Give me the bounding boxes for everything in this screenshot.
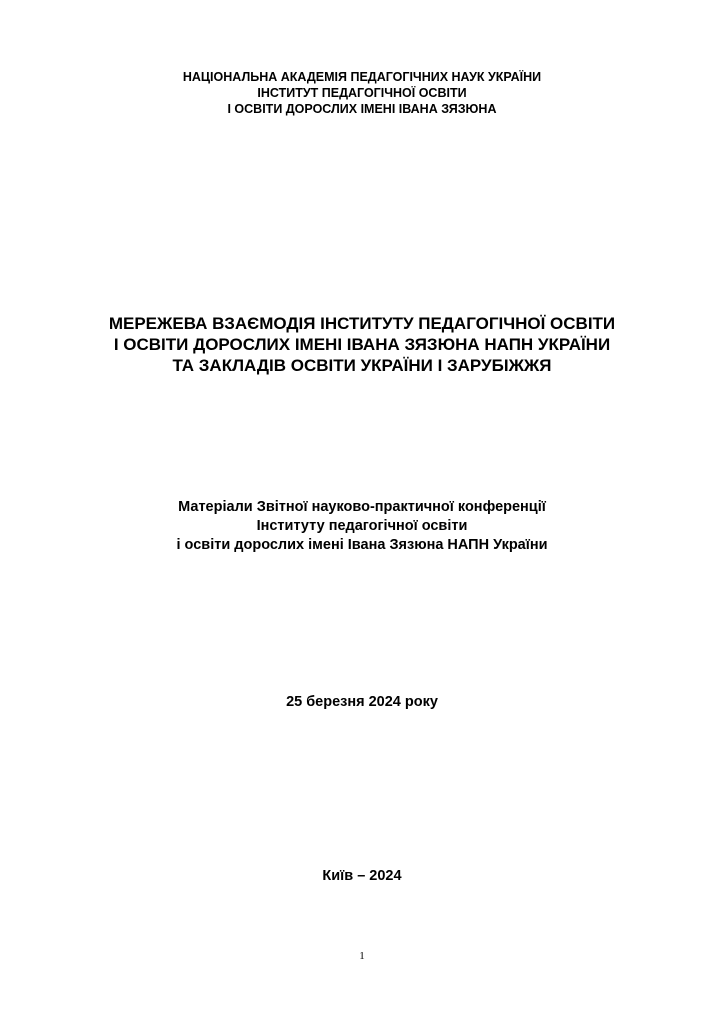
document-title-line: І ОСВІТИ ДОРОСЛИХ ІМЕНІ ІВАНА ЗЯЗЮНА НАПН УКРАЇНИ [113,335,611,354]
document-subtitle-line: Матеріали Звітної науково-практичної конференції [178,499,546,515]
institution-header-line: І ОСВІТИ ДОРОСЛИХ ІМЕНІ ІВАНА ЗЯЗЮНА [227,102,497,116]
document-subtitle-line: і освіти дорослих імені Івана Зязюна НАПН України [176,537,548,553]
document-title [0,313,724,376]
document-title-line: ТА ЗАКЛАДІВ ОСВІТИ УКРАЇНИ І ЗАРУБІЖЖЯ [172,356,552,375]
institution-header-line: НАЦІОНАЛЬНА АКАДЕМІЯ ПЕДАГОГІЧНИХ НАУК УКРАЇНИ [182,70,542,84]
page-number: 1 [359,950,365,962]
conference-date: 25 березня 2024 року [286,694,438,710]
institution-header-line: ІНСТИТУТ ПЕДАГОГІЧНОЇ ОСВІТИ [257,86,467,100]
document-title-line: МЕРЕЖЕВА ВЗАЄМОДІЯ ІНСТИТУТУ ПЕДАГОГІЧНОЇ ОСВІТИ [108,314,616,333]
publication-place-year: Київ – 2024 [322,868,402,884]
document-subtitle [0,498,724,555]
institution-header [0,69,724,117]
document-subtitle-line: Інституту педагогічної освіти [256,518,468,534]
